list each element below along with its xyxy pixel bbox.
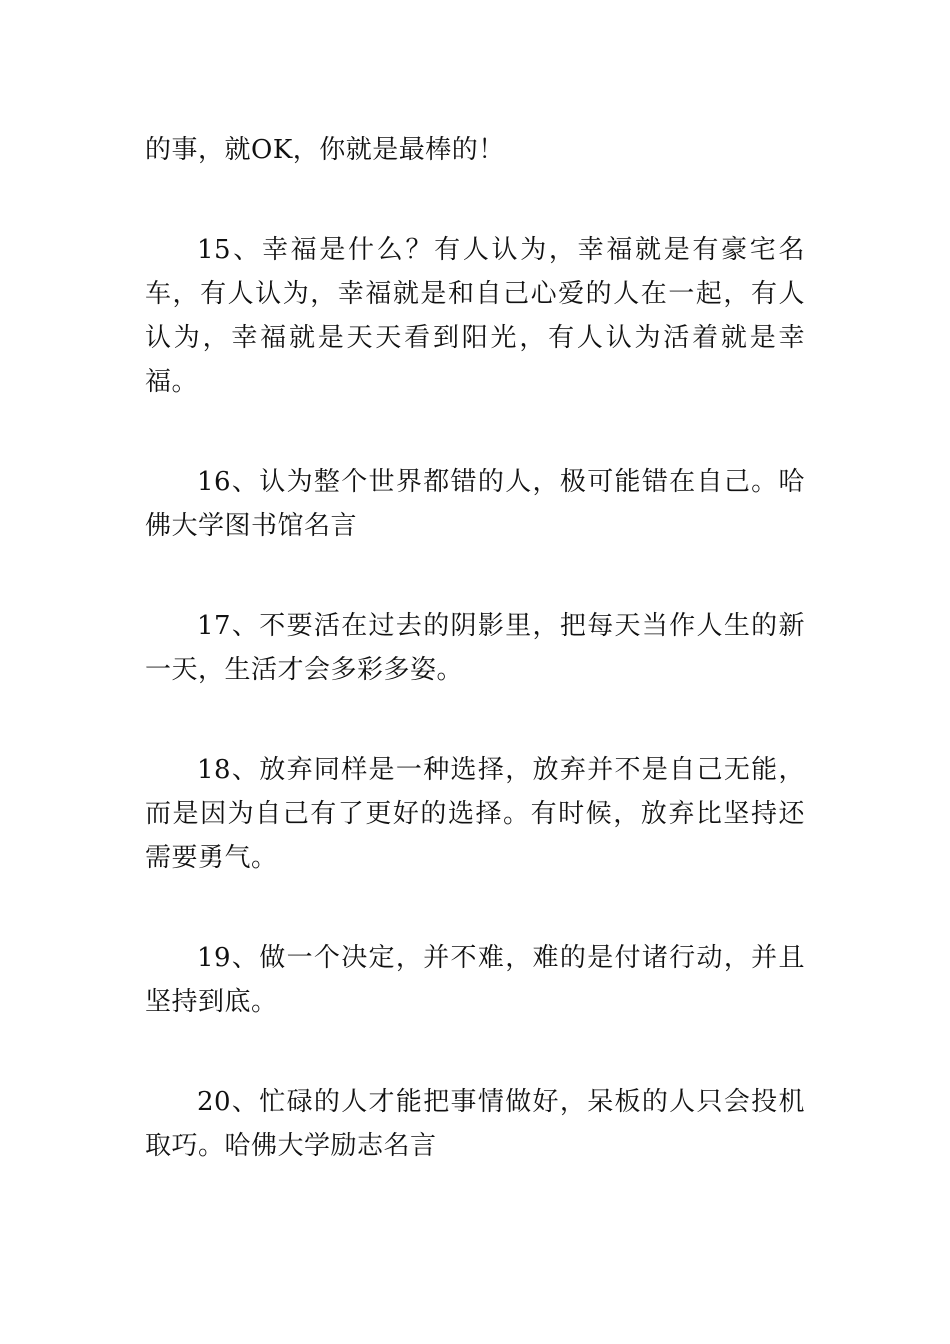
paragraph-18: 18、放弃同样是一种选择，放弃并不是自己无能，而是因为自己有了更好的选择。有时候，放弃比坚持还需要勇气。: [145, 755, 805, 873]
body-text: [145, 128, 805, 1224]
paragraph-15: 15、幸福是什么？有人认为，幸福就是有豪宅名车，有人认为，幸福就是和自己心爱的人在一起，有人认为，幸福就是天天看到阳光，有人认为活着就是幸福。: [145, 235, 805, 397]
paragraph-continuation: 的事，就OK，你就是最棒的！: [145, 135, 505, 165]
paragraph-19: 19、做一个决定，并不难，难的是付诸行动，并且坚持到底。: [145, 943, 805, 1017]
paragraph-17: 17、不要活在过去的阴影里，把每天当作人生的新一天，生活才会多彩多姿。: [145, 611, 805, 685]
paragraph-20: 20、忙碌的人才能把事情做好，呆板的人只会投机取巧。哈佛大学励志名言: [145, 1087, 805, 1161]
paragraph-16: 16、认为整个世界都错的人，极可能错在自己。哈佛大学图书馆名言: [145, 467, 805, 541]
